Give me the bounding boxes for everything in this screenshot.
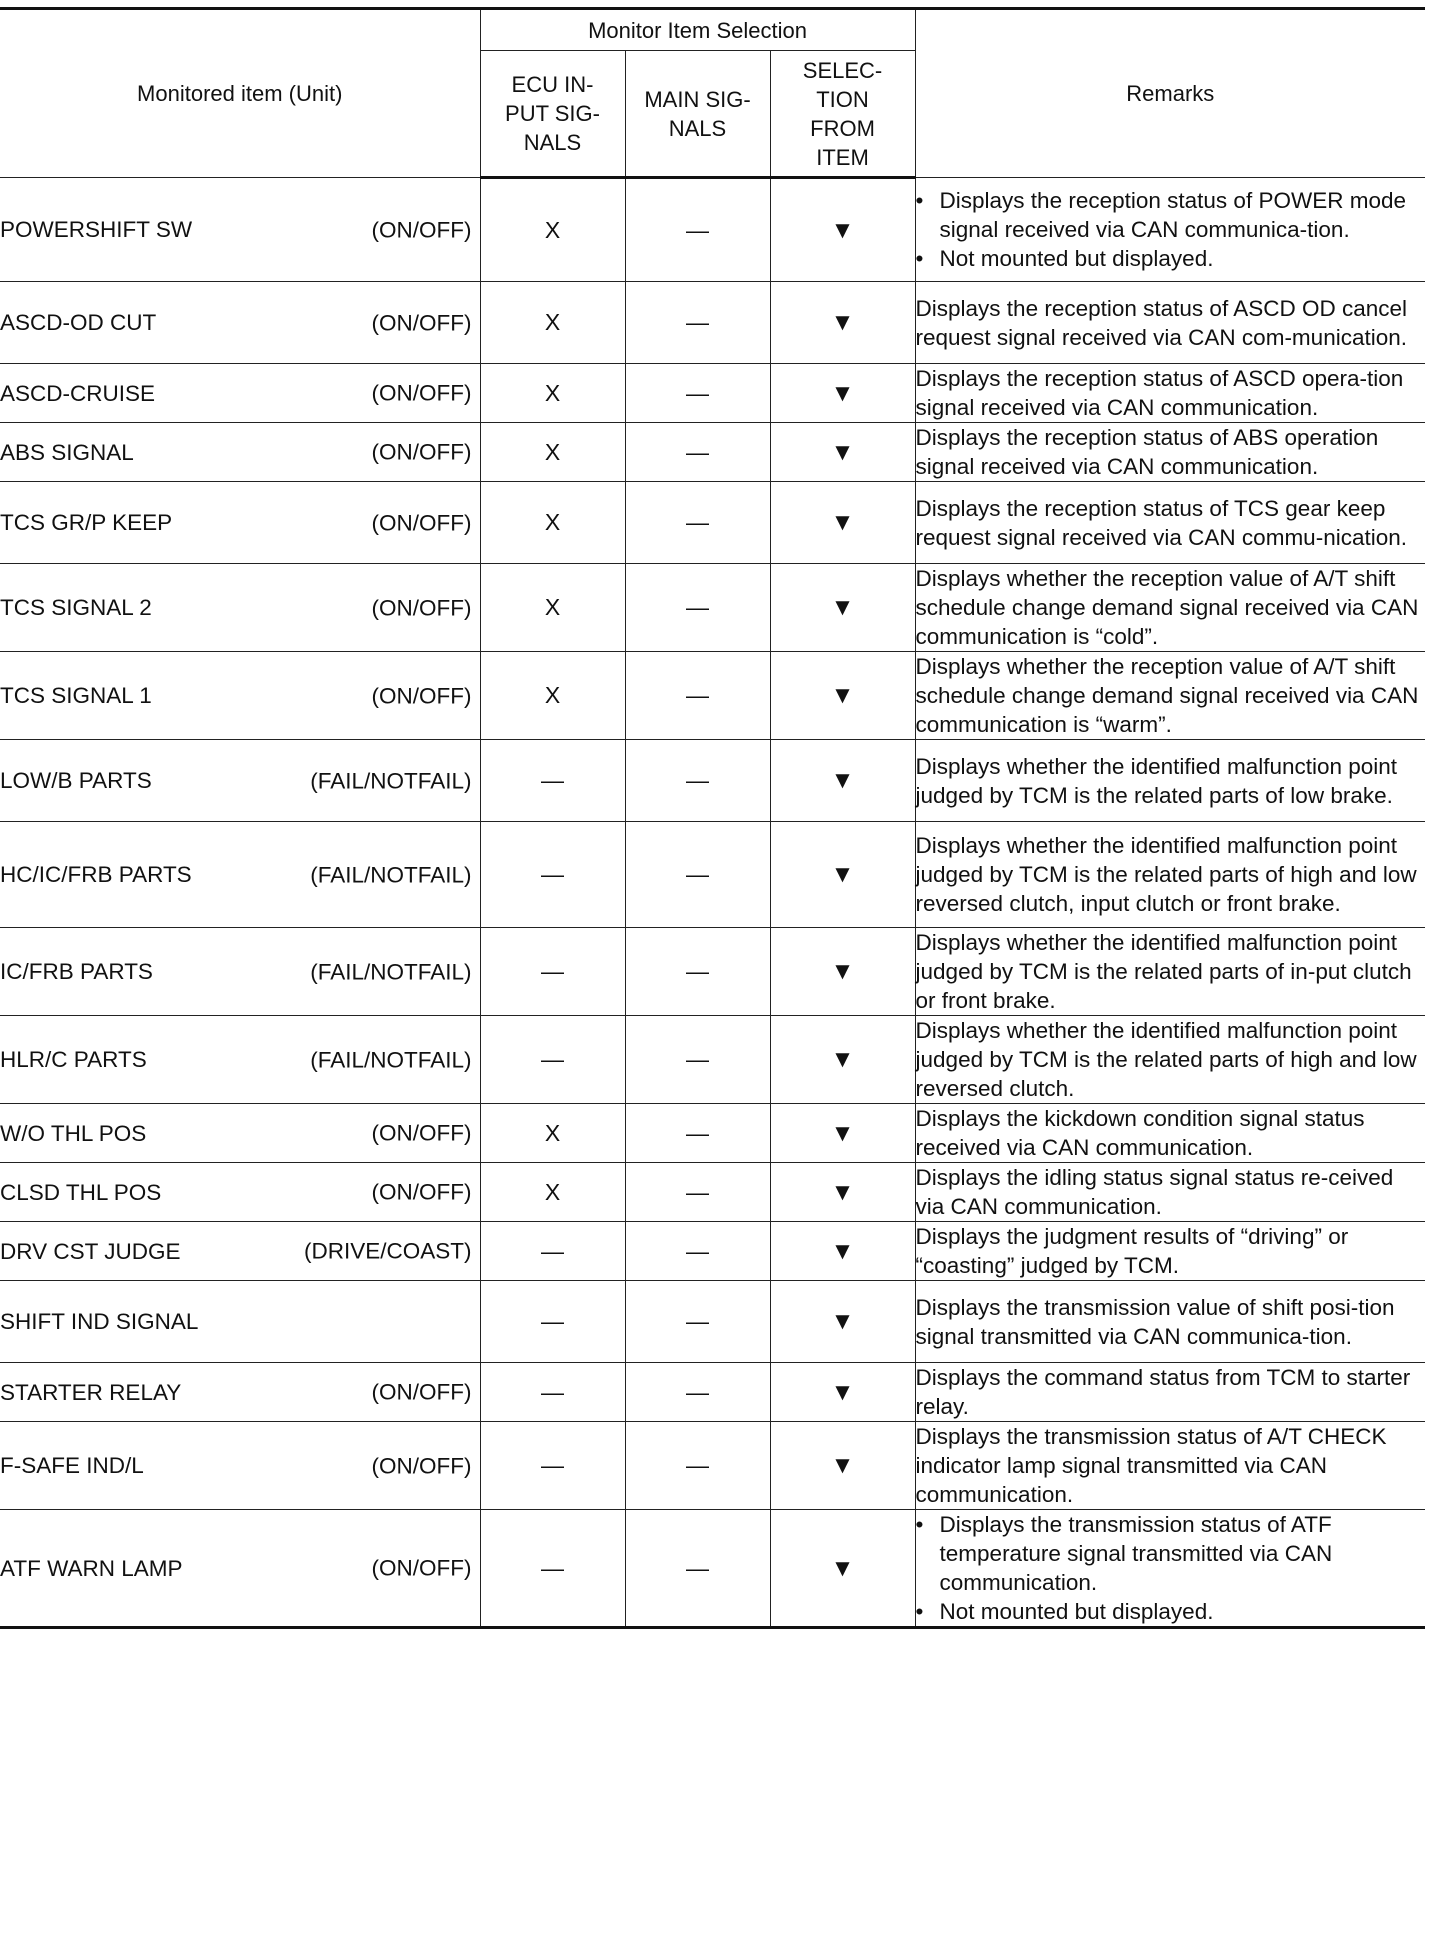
remarks-bullet-item: • Displays the transmission status of ATF temperature signal transmitted via CAN communication.: [916, 1510, 1426, 1597]
selection-from-item-cell: ▼: [770, 1510, 915, 1628]
selection-from-item-cell: ▼: [770, 1016, 915, 1104]
ecu-input-signals-cell: X: [480, 1104, 625, 1163]
monitored-item-cell: [0, 482, 480, 564]
remarks-cell: Displays the kickdown condition signal status received via CAN communication.: [915, 1104, 1425, 1163]
item-name: ATF WARN LAMP: [0, 1555, 183, 1581]
selection-from-item-cell: ▼: [770, 1163, 915, 1222]
table-row: [0, 482, 1425, 564]
item-unit: (FAIL/NOTFAIL): [310, 768, 472, 793]
item-name: TCS GR/P KEEP: [0, 510, 173, 535]
remarks-cell: Displays the transmission value of shift posi-tion signal transmitted via CAN communica-tion.: [915, 1281, 1425, 1363]
item-unit: (FAIL/NOTFAIL): [310, 862, 472, 887]
item-unit: (ON/OFF): [371, 1555, 472, 1581]
item-name: HC/IC/FRB PARTS: [0, 862, 192, 887]
item-unit: (ON/OFF): [371, 380, 472, 406]
ecu-input-signals-cell: —: [480, 1016, 625, 1104]
remarks-list: [916, 1510, 1426, 1626]
ecu-input-signals-cell: —: [480, 1363, 625, 1422]
item-unit: (FAIL/NOTFAIL): [310, 1047, 472, 1072]
header-main-signals: MAIN SIG- NALS: [625, 51, 770, 178]
monitored-item-cell: [0, 1281, 480, 1363]
main-signals-cell: —: [625, 178, 770, 282]
remarks-bullet-item: • Not mounted but displayed.: [916, 244, 1426, 273]
main-signals-cell: —: [625, 1163, 770, 1222]
table-row: [0, 1163, 1425, 1222]
selection-from-item-cell: ▼: [770, 1222, 915, 1281]
main-signals-cell: —: [625, 364, 770, 423]
item-unit: (ON/OFF): [371, 1120, 472, 1146]
remarks-cell: [915, 1510, 1425, 1628]
remarks-bullet-item: • Displays the reception status of POWER mode signal received via CAN communica-tion.: [916, 186, 1426, 244]
ecu-input-signals-cell: X: [480, 364, 625, 423]
remarks-list: [916, 186, 1426, 273]
main-signals-cell: —: [625, 822, 770, 928]
item-unit: (ON/OFF): [371, 217, 472, 242]
ecu-input-signals-cell: —: [480, 1222, 625, 1281]
ecu-input-signals-cell: X: [480, 652, 625, 740]
monitored-item-cell: [0, 423, 480, 482]
monitored-item-cell: [0, 1222, 480, 1281]
header-ecu-input-signals: ECU IN- PUT SIG- NALS: [480, 51, 625, 178]
header-monitored-item: Monitored item (Unit): [0, 9, 480, 178]
item-unit: (DRIVE/COAST): [303, 1238, 472, 1264]
header-selection-from-item: SELEC- TION FROM ITEM: [770, 51, 915, 178]
monitored-item-cell: [0, 178, 480, 282]
monitored-item-cell: [0, 1422, 480, 1510]
table-row: [0, 928, 1425, 1016]
item-name: ASCD-OD CUT: [0, 310, 157, 335]
monitored-item-cell: [0, 822, 480, 928]
item-unit: (ON/OFF): [371, 510, 472, 535]
selection-from-item-cell: ▼: [770, 1422, 915, 1510]
item-name: SHIFT IND SIGNAL: [0, 1309, 199, 1334]
table-row: [0, 1281, 1425, 1363]
main-signals-cell: —: [625, 564, 770, 652]
remarks-cell: Displays whether the reception value of A/T shift schedule change demand signal received via CAN communication is “warm”.: [915, 652, 1425, 740]
selection-from-item-cell: ▼: [770, 652, 915, 740]
main-signals-cell: —: [625, 1104, 770, 1163]
item-name: TCS SIGNAL 2: [0, 595, 152, 620]
monitored-item-cell: [0, 1363, 480, 1422]
selection-from-item-cell: ▼: [770, 1363, 915, 1422]
table-row: [0, 364, 1425, 423]
main-signals-cell: —: [625, 482, 770, 564]
monitored-item-cell: [0, 364, 480, 423]
main-signals-cell: —: [625, 740, 770, 822]
main-signals-cell: —: [625, 928, 770, 1016]
ecu-input-signals-cell: X: [480, 423, 625, 482]
selection-from-item-cell: ▼: [770, 822, 915, 928]
item-name: HLR/C PARTS: [0, 1047, 147, 1072]
main-signals-cell: —: [625, 652, 770, 740]
table-row: [0, 740, 1425, 822]
main-signals-cell: —: [625, 1016, 770, 1104]
table-row: [0, 652, 1425, 740]
item-name: IC/FRB PARTS: [0, 959, 153, 984]
main-signals-cell: —: [625, 423, 770, 482]
monitored-item-cell: [0, 1163, 480, 1222]
item-name: TCS SIGNAL 1: [0, 683, 152, 708]
ecu-input-signals-cell: —: [480, 1281, 625, 1363]
monitored-item-cell: [0, 1104, 480, 1163]
main-signals-cell: —: [625, 1281, 770, 1363]
main-signals-cell: —: [625, 1510, 770, 1628]
remarks-cell: Displays the reception status of TCS gear keep request signal received via CAN commu-nication.: [915, 482, 1425, 564]
table-row: [0, 1222, 1425, 1281]
selection-from-item-cell: ▼: [770, 1104, 915, 1163]
item-name: W/O THL POS: [0, 1120, 147, 1146]
item-name: ASCD-CRUISE: [0, 380, 156, 406]
monitored-item-cell: [0, 1510, 480, 1628]
selection-from-item-cell: ▼: [770, 282, 915, 364]
remarks-cell: Displays the reception status of ASCD opera-tion signal received via CAN communication.: [915, 364, 1425, 423]
item-name: POWERSHIFT SW: [0, 217, 193, 242]
ecu-input-signals-cell: X: [480, 178, 625, 282]
item-unit: (ON/OFF): [371, 1453, 472, 1478]
ecu-input-signals-cell: X: [480, 482, 625, 564]
item-unit: (ON/OFF): [371, 683, 472, 708]
selection-from-item-cell: ▼: [770, 364, 915, 423]
header-monitor-item-selection: Monitor Item Selection: [480, 9, 915, 51]
remarks-cell: Displays whether the reception value of A/T shift schedule change demand signal received via CAN communication is “cold”.: [915, 564, 1425, 652]
selection-from-item-cell: ▼: [770, 423, 915, 482]
table-row: [0, 564, 1425, 652]
monitored-item-cell: [0, 564, 480, 652]
ecu-input-signals-cell: X: [480, 1163, 625, 1222]
monitored-item-cell: [0, 928, 480, 1016]
table-row: [0, 1510, 1425, 1628]
ecu-input-signals-cell: X: [480, 282, 625, 364]
table-row: [0, 1422, 1425, 1510]
remarks-cell: Displays whether the identified malfunction point judged by TCM is the related parts of high and low reversed clutch, input clutch or front brake.: [915, 822, 1425, 928]
table-row: [0, 282, 1425, 364]
item-name: STARTER RELAY: [0, 1379, 182, 1405]
table-row: [0, 822, 1425, 928]
item-unit: (ON/OFF): [371, 439, 472, 465]
ecu-input-signals-cell: X: [480, 564, 625, 652]
ecu-input-signals-cell: —: [480, 740, 625, 822]
remarks-cell: [915, 178, 1425, 282]
remarks-cell: Displays whether the identified malfunction point judged by TCM is the related parts of high and low reversed clutch.: [915, 1016, 1425, 1104]
table-row: [0, 1104, 1425, 1163]
selection-from-item-cell: ▼: [770, 928, 915, 1016]
selection-from-item-cell: ▼: [770, 482, 915, 564]
ecu-input-signals-cell: —: [480, 822, 625, 928]
item-unit: (FAIL/NOTFAIL): [310, 959, 472, 984]
remarks-cell: Displays the reception status of ABS operation signal received via CAN communication.: [915, 423, 1425, 482]
remarks-cell: Displays the idling status signal status re-ceived via CAN communication.: [915, 1163, 1425, 1222]
remarks-cell: Displays the transmission status of A/T CHECK indicator lamp signal transmitted via CAN communication.: [915, 1422, 1425, 1510]
remarks-cell: Displays whether the identified malfunction point judged by TCM is the related parts of low brake.: [915, 740, 1425, 822]
table-row: [0, 423, 1425, 482]
main-signals-cell: —: [625, 1363, 770, 1422]
selection-from-item-cell: ▼: [770, 564, 915, 652]
monitored-item-cell: [0, 740, 480, 822]
table-row: [0, 1363, 1425, 1422]
monitored-item-cell: [0, 1016, 480, 1104]
item-name: F-SAFE IND/L: [0, 1453, 144, 1478]
item-unit: (ON/OFF): [371, 1379, 472, 1405]
selection-from-item-cell: ▼: [770, 178, 915, 282]
remarks-bullet-item: • Not mounted but displayed.: [916, 1597, 1426, 1626]
selection-from-item-cell: ▼: [770, 1281, 915, 1363]
remarks-cell: Displays whether the identified malfunction point judged by TCM is the related parts of in-put clutch or front brake.: [915, 928, 1425, 1016]
table-row: [0, 1016, 1425, 1104]
ecu-input-signals-cell: —: [480, 1422, 625, 1510]
remarks-cell: Displays the reception status of ASCD OD cancel request signal received via CAN com-munication.: [915, 282, 1425, 364]
header-remarks: Remarks: [915, 9, 1425, 178]
ecu-input-signals-cell: —: [480, 928, 625, 1016]
remarks-cell: Displays the command status from TCM to starter relay.: [915, 1363, 1425, 1422]
ecu-input-signals-cell: —: [480, 1510, 625, 1628]
item-name: ABS SIGNAL: [0, 439, 134, 465]
item-name: LOW/B PARTS: [0, 768, 152, 793]
item-name: CLSD THL POS: [0, 1179, 162, 1205]
monitored-item-cell: [0, 282, 480, 364]
item-unit: (ON/OFF): [371, 595, 472, 620]
main-signals-cell: —: [625, 1222, 770, 1281]
main-signals-cell: —: [625, 1422, 770, 1510]
main-signals-cell: —: [625, 282, 770, 364]
monitor-item-table: [0, 7, 1425, 1629]
item-unit: (ON/OFF): [371, 1179, 472, 1205]
item-unit: (ON/OFF): [371, 310, 472, 335]
remarks-cell: Displays the judgment results of “driving” or “coasting” judged by TCM.: [915, 1222, 1425, 1281]
selection-from-item-cell: ▼: [770, 740, 915, 822]
table-row: [0, 178, 1425, 282]
monitored-item-cell: [0, 652, 480, 740]
item-name: DRV CST JUDGE: [0, 1238, 181, 1264]
